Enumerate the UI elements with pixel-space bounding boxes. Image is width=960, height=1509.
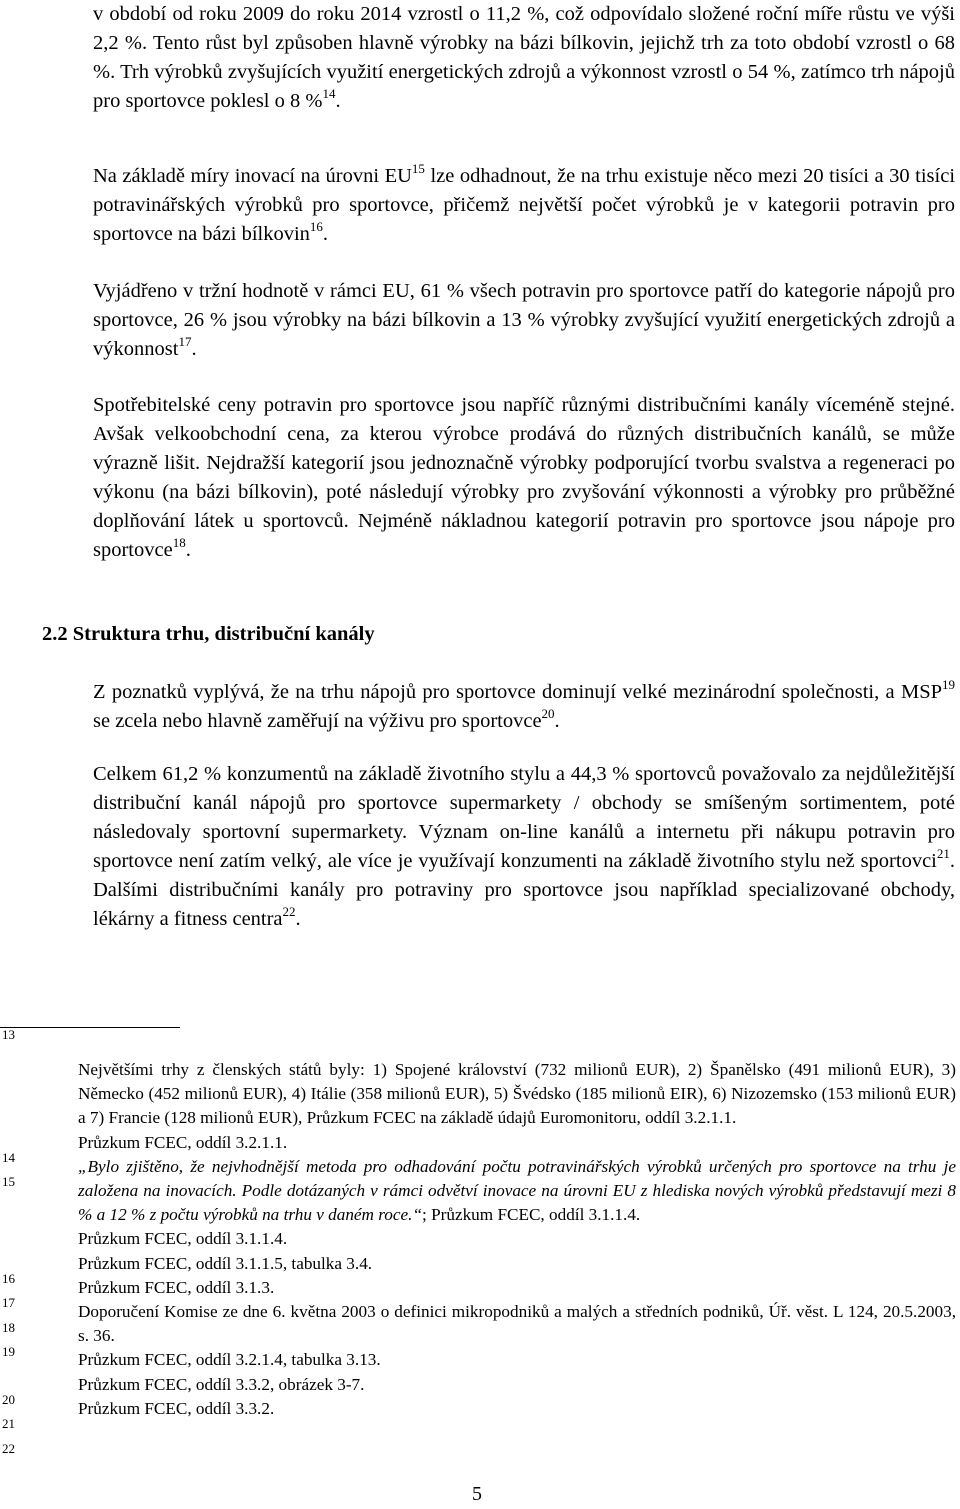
- text-run: se zcela nebo hlavně zaměřují na výživu pro sportovce: [93, 710, 542, 732]
- text-run: Průzkum FCEC, oddíl 3.2.1.4, tabulka 3.13.: [78, 1350, 381, 1370]
- text-run: ; Průzkum FCEC, oddíl 3.1.1.4.: [422, 1205, 641, 1225]
- footnote-number-15: 15: [2, 1174, 15, 1189]
- text-run: Průzkum FCEC, oddíl 3.2.1.1.: [78, 1132, 288, 1152]
- footnote-number-20: 20: [2, 1392, 15, 1407]
- footnote-22: [78, 1397, 956, 1421]
- text-run: .: [295, 908, 301, 930]
- footnote-13: [78, 1058, 956, 1131]
- footnote-number-22: 22: [2, 1441, 15, 1456]
- text-run: .: [322, 223, 329, 245]
- text-run: Z poznatků vyplývá, že na trhu nápojů pro sportovce dominují velké mezinárodní společnosti, a MSP: [93, 681, 942, 703]
- text-run: Průzkum FCEC, oddíl 3.1.3.: [78, 1277, 275, 1297]
- footnote-ref: 14: [322, 86, 336, 102]
- footnotes: [78, 1058, 956, 1421]
- text-run: .: [554, 710, 560, 732]
- footnote-separator: [0, 1027, 180, 1028]
- text-run: Celkem 61,2 % konzumentů na základě životního stylu a 44,3 % sportovců považovalo za nejdůležitější distribuční kanál nápojů pro sportovce supermarkety / obchody se smíšeným sortimentem, poté následovaly sportovní supermarkety. Význam on-line kanálů a internetu při nákupu potravin pro sportovce není zatím velký, ale více je využívají konzumenti na základě životního stylu než sportovci: [93, 763, 955, 872]
- text-run: Průzkum FCEC, oddíl 3.1.1.5, tabulka 3.4.: [78, 1253, 373, 1273]
- italic-text: „Bylo zjištěno, že nejvhodnější metoda pro odhadování počtu potravinářských výrobků určených pro sportovce na trhu je založena na inovacích. Podle dotázaných v rámci odvětví inovace na úrovni EU z hlediska nových výrobků představují mezi 8 % a 12 % z počtu výrobků na trhu v daném roce.“: [78, 1156, 956, 1225]
- section-heading: 2.2 Struktura trhu, distribuční kanály: [42, 623, 375, 645]
- footnote-14: [78, 1131, 956, 1155]
- text-run: .: [185, 539, 191, 561]
- footnote-ref: 19: [942, 677, 955, 693]
- text-run: .: [335, 90, 341, 112]
- text-run: lze odhadnout, že na trhu existuje něco mezi 20 tisíci a 30 tisíci potravinářských výrobků pro sportovce, přičemž největší počet výrobků je v kategorii potravin pro sportovce na bázi bílkovin: [93, 165, 956, 245]
- footnote-ref: 22: [282, 904, 296, 920]
- paragraph-market-value-share: [93, 277, 955, 364]
- footnote-ref: 16: [309, 219, 323, 235]
- footnote-15: [78, 1155, 956, 1228]
- footnote-number-21: 21: [2, 1416, 15, 1431]
- text-run: Největšími trhy z členských států byly: 1) Spojené království (732 milionů EUR), 2) Španělsko (491 milionů EUR), 3) Německo (452 milionů EUR), 4) Itálie (358 milionů EUR), 5) Švédsko (185 milionů EIR), 6) Nizozemsko (153 milionů EUR) a 7) Francie (128 milionů EUR), Průzkum FCEC na základě údajů Euromonitoru, oddíl 3.2.1.1.: [78, 1060, 956, 1128]
- paragraph-innovation-estimate: [93, 162, 955, 249]
- footnote-ref: 15: [411, 161, 425, 177]
- paragraph-distribution-channels: [93, 760, 955, 934]
- footnote-number-17: 17: [2, 1295, 15, 1310]
- footnote-number-19: 19: [2, 1344, 15, 1359]
- footnote-ref: 17: [178, 334, 192, 350]
- text-run: . Dalšími distribučními kanály pro potraviny pro sportovce jsou například specializované obchody, lékárny a fitness centra: [93, 850, 955, 930]
- page-number: 5: [472, 1483, 482, 1505]
- footnote-18: [78, 1276, 956, 1300]
- footnote-17: [78, 1252, 956, 1276]
- text-run: Vyjádřeno v tržní hodnotě v rámci EU, 61 % všech potravin pro sportovce patří do kategorie nápojů pro sportovce, 26 % jsou výrobky na bázi bílkovin a 13 % výrobky zvyšující využití energetických zdrojů a výkonnost: [93, 280, 955, 360]
- footnote-21: [78, 1373, 956, 1397]
- footnote-number-16: 16: [2, 1271, 15, 1286]
- text-run: .: [191, 338, 197, 360]
- footnote-ref: 18: [172, 535, 186, 551]
- text-run: Doporučení Komise ze dne 6. května 2003 o definici mikropodniků a malých a středních podniků, Úř. věst. L 124, 20.5.2003, s. 36.: [78, 1302, 956, 1346]
- footnote-number-13: 13: [2, 1027, 15, 1042]
- text-run: Průzkum FCEC, oddíl 3.3.2.: [78, 1398, 275, 1418]
- footnote-16: [78, 1227, 956, 1251]
- footnote-number-18: 18: [2, 1320, 15, 1335]
- text-run: v období od roku 2009 do roku 2014 vzrostl o 11,2 %, což odpovídalo složené roční míře růstu ve výši 2,2 %. Tento růst byl způsoben hlavně výrobky na bázi bílkovin, jejichž trh za toto období vzrostl o 68 %. Trh výrobků zvyšujících využití energetických zdrojů a výkonnost vzrostl o 54 %, zatímco trh nápojů pro sportovce poklesl o 8 %: [93, 3, 955, 112]
- footnote-ref: 21: [936, 846, 950, 862]
- footnote-19: [78, 1300, 956, 1348]
- paragraph-consumer-prices: [93, 391, 955, 565]
- footnote-ref: 20: [541, 706, 555, 722]
- paragraph-market-structure: [93, 678, 955, 736]
- paragraph-market-growth: [93, 0, 955, 116]
- text-run: Spotřebitelské ceny potravin pro sportovce jsou napříč různými distribučními kanály víceméně stejné. Avšak velkoobchodní cena, za kterou výrobce prodává do různých distribučních kanálů, se může výrazně lišit. Nejdražší kategorií jsou jednoznačně výrobky podporující tvorbu svalstva a regeneraci po výkonu (na bázi bílkovin), poté následují výrobky pro zvyšování výkonnosti a výrobky pro průběžné doplňování látek u sportovců. Nejméně nákladnou kategorií potravin pro sportovce jsou nápoje pro sportovce: [93, 394, 955, 561]
- text-run: Průzkum FCEC, oddíl 3.1.1.4.: [78, 1229, 288, 1249]
- text-run: Průzkum FCEC, oddíl 3.3.2, obrázek 3-7.: [78, 1374, 365, 1394]
- text-run: Na základě míry inovací na úrovni EU: [93, 165, 412, 187]
- footnote-number-14: 14: [2, 1150, 15, 1165]
- footnote-20: [78, 1348, 956, 1372]
